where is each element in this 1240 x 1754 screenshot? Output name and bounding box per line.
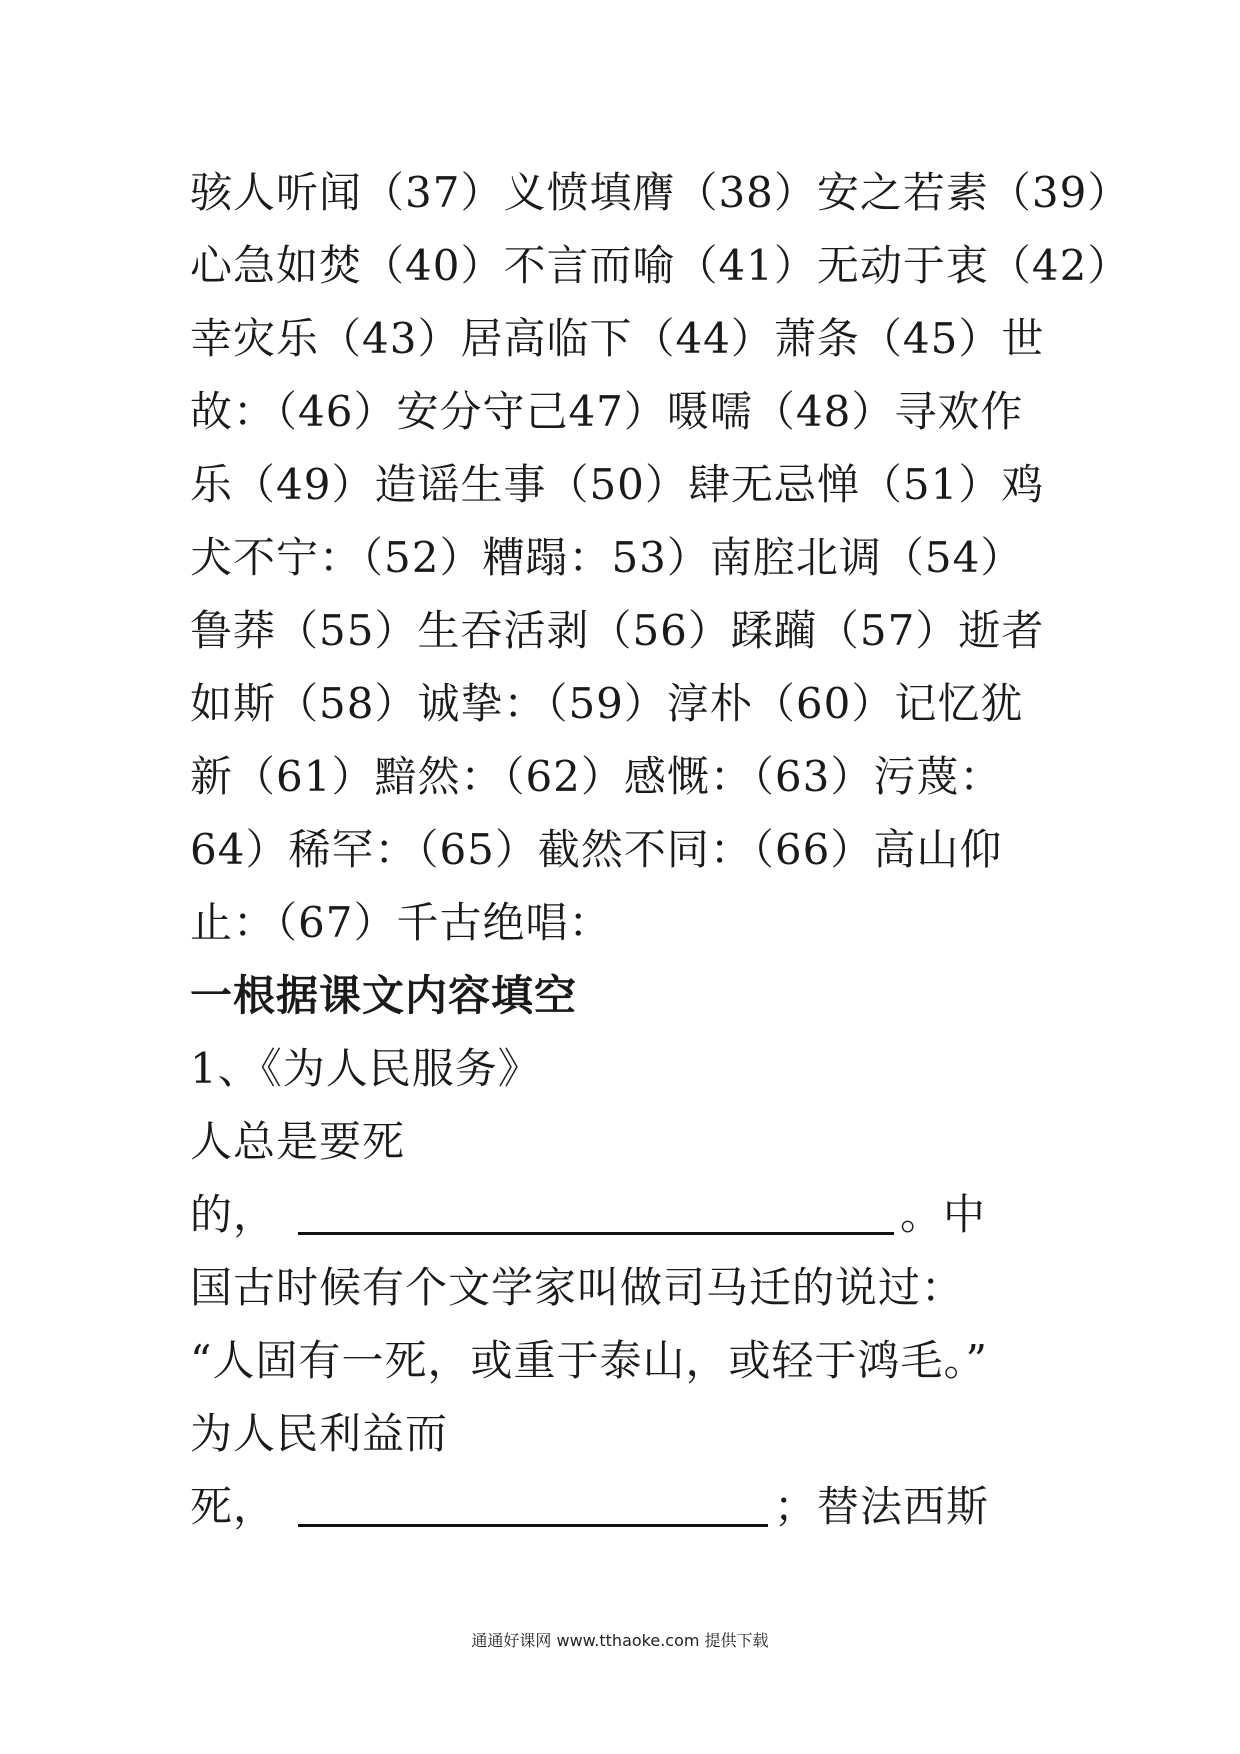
text-line: 64）稀罕：（65）截然不同：（66）高山仰 [190, 825, 1003, 874]
text-line: 故：（46）安分守己47）嗫嚅（48）寻欢作 [190, 387, 1024, 436]
text-line: 止：（67）千古绝唱： [190, 898, 612, 947]
text-line: 骇人听闻（37）义愤填膺（38）安之若素（39） [190, 168, 1131, 217]
question-1-line: 人总是要死 [190, 1117, 406, 1166]
item-title: 1、《为人民服务》 [190, 1044, 541, 1093]
text-line: 新（61）黯然：（62）感慨：（63）污蔑： [190, 752, 1003, 801]
text-line: 犬不宁：（52）糟蹋：53）南腔北调（54） [190, 533, 1024, 582]
blank-prefix: 的， [190, 1190, 277, 1239]
text-line: 如斯（58）诚挚：（59）淳朴（60）记忆犹 [190, 679, 1024, 728]
page-footer: 通通好课网 www.tthaoke.com 提供下载 [471, 1631, 769, 1650]
answer-blank-2[interactable] [298, 1484, 768, 1527]
text-line: 乐（49）造谣生事（50）肆无忌惮（51）鸡 [190, 460, 1045, 509]
quote-line: “人固有一死，或重于泰山，或轻于鸿毛。” [190, 1336, 988, 1385]
section-heading: 一根据课文内容填空 [190, 971, 578, 1020]
blank-suffix: 。中 [900, 1190, 987, 1239]
blank-prefix: 死， [190, 1482, 277, 1531]
text-line: 鲁莽（55）生吞活剥（56）蹂躏（57）逝者 [190, 606, 1045, 655]
question-1-blank-line [190, 1178, 1070, 1251]
answer-blank-1[interactable] [298, 1192, 894, 1235]
blank-suffix: ；替法西斯 [774, 1482, 990, 1531]
document-body [190, 156, 1131, 1543]
text-line: 心急如焚（40）不言而喻（41）无动于衷（42） [190, 241, 1131, 290]
text-line: 幸灾乐（43）居高临下（44）萧条（45）世 [190, 314, 1045, 363]
question-2-blank-line [190, 1470, 1070, 1543]
question-2-line: 为人民利益而 [190, 1409, 449, 1458]
question-1-line: 国古时候有个文学家叫做司马迁的说过： [190, 1263, 965, 1312]
